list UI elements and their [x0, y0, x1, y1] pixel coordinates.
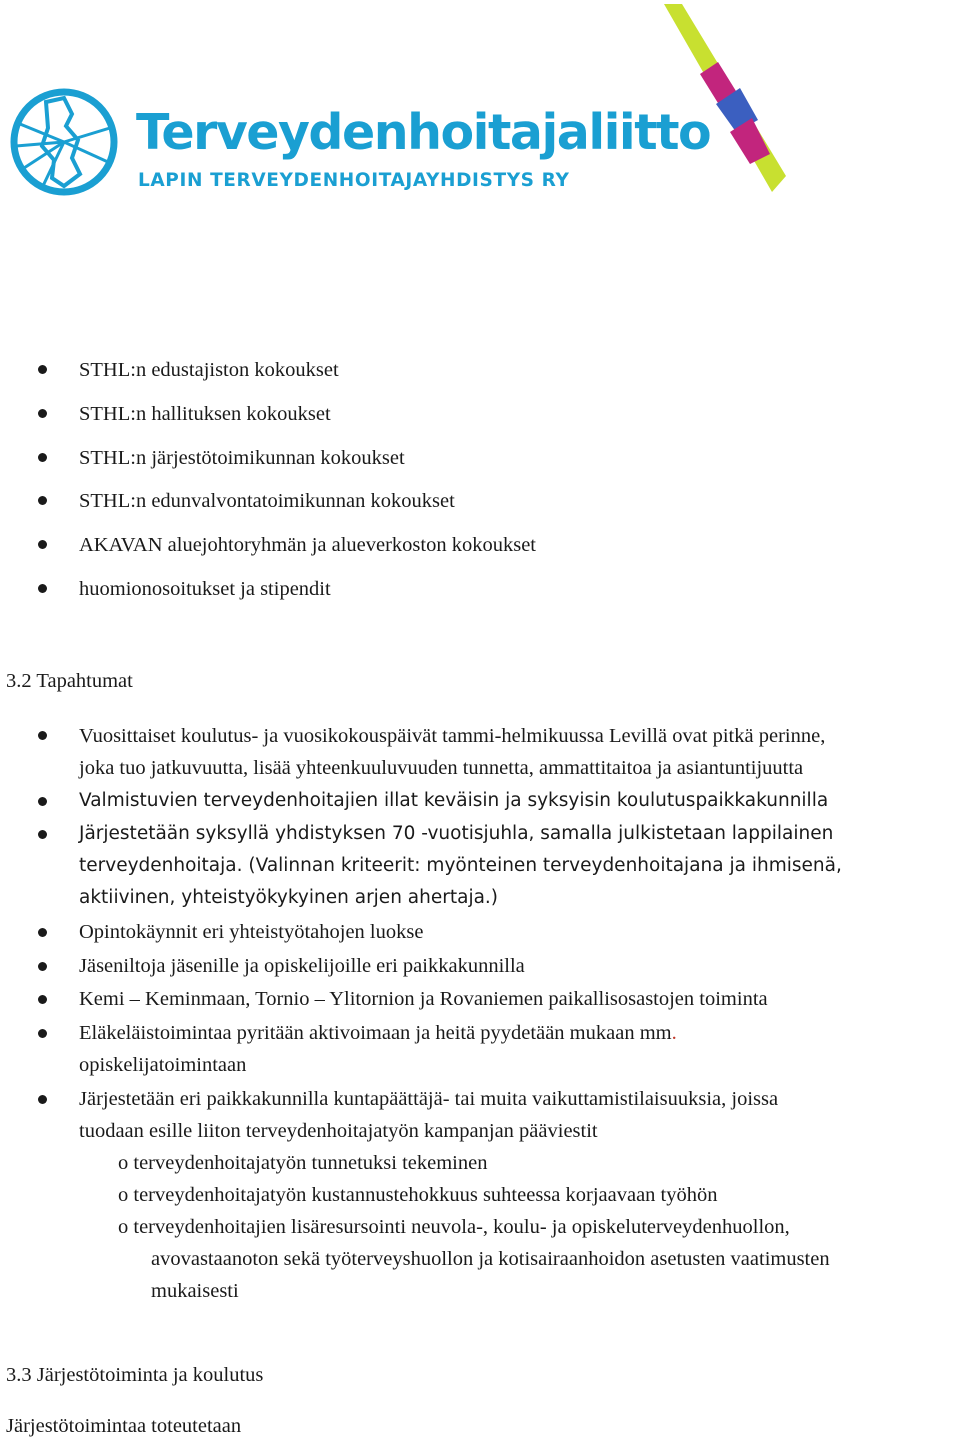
list-item: Eläkeläistoimintaa pyritään aktivoimaan ja heitä pyydetään mukaan mm.: [79, 1022, 677, 1044]
section-heading-3-2: 3.2 Tapahtumat: [6, 670, 133, 692]
header-logo: [0, 0, 960, 210]
logo-name: Terveydenhoitajaliitto: [136, 104, 711, 161]
list-item: huomionosoitukset ja stipendit: [79, 578, 331, 600]
list-item-continued: joka tuo jatkuvuutta, lisää yhteenkuuluvuuden tunnetta, ammattitaitoa ja asiantuntijuutta: [79, 757, 804, 779]
bullet-icon: [38, 365, 47, 374]
bullet-icon: [38, 453, 47, 462]
list-item: STHL:n hallituksen kokoukset: [79, 403, 331, 425]
bullet-icon: [38, 797, 47, 806]
list-item: Vuosittaiset koulutus- ja vuosikokouspäivät tammi-helmikuussa Levillä ovat pitkä perinne,: [79, 725, 826, 747]
list-item-continued: aktiivinen, yhteistyökykyinen arjen ahertaja.): [79, 887, 499, 908]
bullet-icon: [38, 962, 47, 971]
list-item: STHL:n edustajiston kokoukset: [79, 359, 339, 381]
bullet-icon: [38, 540, 47, 549]
bullet-icon: [38, 731, 47, 740]
logo-subtitle: LAPIN TERVEYDENHOITAJAYHDISTYS RY: [138, 170, 570, 191]
list-item: Kemi – Keminmaan, Tornio – Ylitornion ja Rovaniemen paikallisosastojen toiminta: [79, 988, 768, 1010]
list-item-continued: opiskelijatoimintaan: [79, 1054, 247, 1076]
bullet-icon: [38, 584, 47, 593]
sub-list-item: o terveydenhoitajien lisäresursointi neuvola-, koulu- ja opiskeluterveydenhuollon,: [118, 1216, 790, 1238]
list-item: AKAVAN aluejohtoryhmän ja alueverkoston kokoukset: [79, 534, 537, 556]
ribbon-decoration-icon: [660, 4, 790, 196]
bullet-icon: [38, 409, 47, 418]
list-item: Järjestetään syksyllä yhdistyksen 70 -vuotisjuhla, samalla julkistetaan lappilainen: [79, 823, 834, 844]
bullet-icon: [38, 995, 47, 1004]
sub-list-item-continued: mukaisesti: [151, 1280, 239, 1302]
list-item: Jäseniltoja jäsenille ja opiskelijoille eri paikkakunnilla: [79, 955, 525, 977]
list-item: Opintokäynnit eri yhteistyötahojen luokse: [79, 921, 424, 943]
bullet-icon: [38, 830, 47, 839]
bullet-icon: [38, 1095, 47, 1104]
list-item-continued: terveydenhoitaja. (Valinnan kriteerit: myönteinen terveydenhoitajana ja ihmisenä,: [79, 855, 842, 876]
list-item: Järjestetään eri paikkakunnilla kuntapäättäjä- tai muita vaikuttamistilaisuuksia, joissa: [79, 1088, 779, 1110]
bullet-icon: [38, 928, 47, 937]
globe-emblem-icon: [6, 88, 122, 196]
list-item: STHL:n edunvalvontatoimikunnan kokoukset: [79, 490, 455, 512]
section-heading-3-3: 3.3 Järjestötoiminta ja koulutus: [6, 1364, 264, 1386]
list-item-continued: tuodaan esille liiton terveydenhoitajatyön kampanjan pääviestit: [79, 1120, 598, 1142]
sub-list-item: o terveydenhoitajatyön tunnetuksi tekeminen: [118, 1152, 488, 1174]
sub-list-item-continued: avovastaanoton sekä työterveyshuollon ja kotisairaanhoidon asetusten vaatimusten: [151, 1248, 830, 1270]
bullet-icon: [38, 496, 47, 505]
paragraph-text: Järjestötoimintaa toteutetaan: [6, 1415, 242, 1437]
sub-list-item: o terveydenhoitajatyön kustannustehokkuus suhteessa korjaavaan työhön: [118, 1184, 718, 1206]
list-item: Valmistuvien terveydenhoitajien illat keväisin ja syksyisin koulutuspaikkakunnilla: [79, 790, 829, 811]
list-item: STHL:n järjestötoimikunnan kokoukset: [79, 447, 405, 469]
bullet-icon: [38, 1029, 47, 1038]
